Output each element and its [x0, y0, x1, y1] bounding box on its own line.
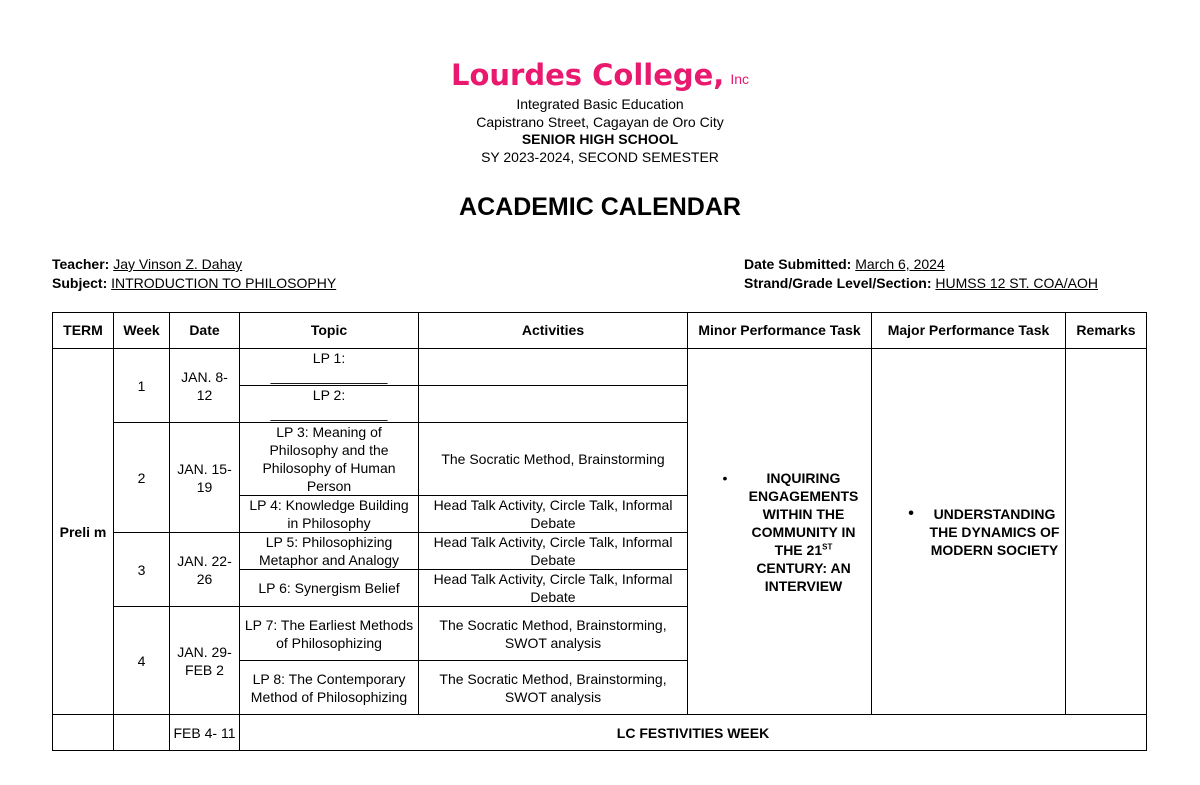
page-title: ACADEMIC CALENDAR	[459, 193, 741, 221]
teacher-line	[52, 255, 336, 274]
college-name	[0, 58, 1200, 96]
header-major-task: Major Performance Task	[872, 313, 1066, 349]
week-cell: 2	[114, 423, 170, 533]
event-cell: LC FESTIVITIES WEEK	[240, 715, 1147, 751]
strand-line	[744, 274, 1098, 293]
major-task-item	[875, 505, 1062, 559]
header-week: Week	[114, 313, 170, 349]
term-cell-empty	[53, 715, 114, 751]
activity-cell: The Socratic Method, Brainstorming	[419, 423, 688, 496]
topic-cell	[240, 349, 419, 386]
activity-cell: Head Talk Activity, Circle Talk, Informal Debate	[419, 533, 688, 570]
minor-task-item	[691, 469, 868, 595]
activity-cell: The Socratic Method, Brainstorming, SWOT analysis	[419, 607, 688, 661]
header-line-2: Capistrano Street, Cagayan de Oro City	[476, 113, 724, 130]
topic-label: LP 2:	[312, 387, 346, 403]
major-task-text: UNDERSTANDING THE DYNAMICS OF MODERN SOCIETY	[929, 505, 1060, 558]
activity-cell: Head Talk Activity, Circle Talk, Informal Debate	[419, 496, 688, 533]
minor-task-main: INQUIRING ENGAGEMENTS WITHIN THE COMMUNITY IN THE 21	[748, 469, 859, 558]
date-line	[744, 255, 1098, 274]
minor-task-sup: ST	[822, 541, 833, 551]
header-line-1: Integrated Basic Education	[516, 96, 684, 112]
college-suffix: Inc	[730, 71, 750, 87]
date-cell: FEB 4- 11	[170, 715, 240, 751]
header-activities: Activities	[419, 313, 688, 349]
header-remarks: Remarks	[1066, 313, 1147, 349]
topic-cell: LP 5: Philosophizing Metaphor and Analogy	[240, 533, 419, 570]
teacher-label: Teacher:	[52, 256, 110, 272]
minor-task-end: CENTURY: AN INTERVIEW	[756, 559, 851, 594]
activity-cell	[419, 386, 688, 423]
major-task-cell	[872, 349, 1066, 715]
date-cell: JAN. 29- FEB 2	[170, 607, 240, 715]
week-cell: 4	[114, 607, 170, 715]
topic-cell: LP 8: The Contemporary Method of Philosophizing	[240, 661, 419, 715]
meta-left	[52, 255, 336, 293]
meta-right	[744, 255, 1098, 293]
bullet-icon: •	[722, 469, 728, 486]
header-minor-task: Minor Performance Task	[688, 313, 872, 349]
header-line-4: SY 2023-2024, SECOND SEMESTER	[481, 148, 719, 165]
topic-cell	[240, 386, 419, 423]
date-value: March 6, 2024	[855, 256, 945, 272]
header-topic: Topic	[240, 313, 419, 349]
activity-cell	[419, 349, 688, 386]
topic-label: LP 1:	[312, 350, 346, 366]
strand-value: HUMSS 12 ST. COA/AOH	[935, 275, 1098, 291]
header-term: TERM	[53, 313, 114, 349]
table-row	[53, 715, 1147, 751]
topic-cell: LP 6: Synergism Belief	[240, 570, 419, 607]
table-row	[53, 349, 1147, 386]
date-cell: JAN. 22- 26	[170, 533, 240, 607]
college-name-text: Lourdes College,	[450, 58, 725, 92]
subject-line	[52, 274, 336, 293]
topic-cell: LP 3: Meaning of Philosophy and the Philosophy of Human Person	[240, 423, 419, 496]
week-cell: 1	[114, 349, 170, 423]
header-date: Date	[170, 313, 240, 349]
term-cell: Preli m	[53, 349, 114, 715]
table-header-row	[53, 313, 1147, 349]
date-cell: JAN. 15- 19	[170, 423, 240, 533]
header-line-3: SENIOR HIGH SCHOOL	[521, 131, 679, 147]
bullet-icon: •	[908, 504, 914, 522]
activity-cell: The Socratic Method, Brainstorming, SWOT analysis	[419, 661, 688, 715]
date-cell: JAN. 8- 12	[170, 349, 240, 423]
minor-task-text	[737, 469, 868, 595]
topic-cell: LP 4: Knowledge Building in Philosophy	[240, 496, 419, 533]
activity-cell: Head Talk Activity, Circle Talk, Informal Debate	[419, 570, 688, 607]
teacher-value: Jay Vinson Z. Dahay	[113, 256, 243, 272]
date-label: Date Submitted:	[744, 256, 852, 272]
topic-blank: _______________	[270, 368, 388, 384]
letterhead	[0, 58, 1200, 166]
topic-blank: _______________	[270, 405, 388, 421]
subject-label: Subject:	[52, 275, 108, 291]
subject-value: INTRODUCTION TO PHILOSOPHY	[111, 275, 337, 291]
week-cell: 3	[114, 533, 170, 607]
week-cell-empty	[114, 715, 170, 751]
remarks-cell	[1066, 349, 1147, 715]
strand-label: Strand/Grade Level/Section:	[744, 275, 932, 291]
minor-task-cell	[688, 349, 872, 715]
calendar-table	[52, 312, 1147, 751]
topic-cell: LP 7: The Earliest Methods of Philosophizing	[240, 607, 419, 661]
